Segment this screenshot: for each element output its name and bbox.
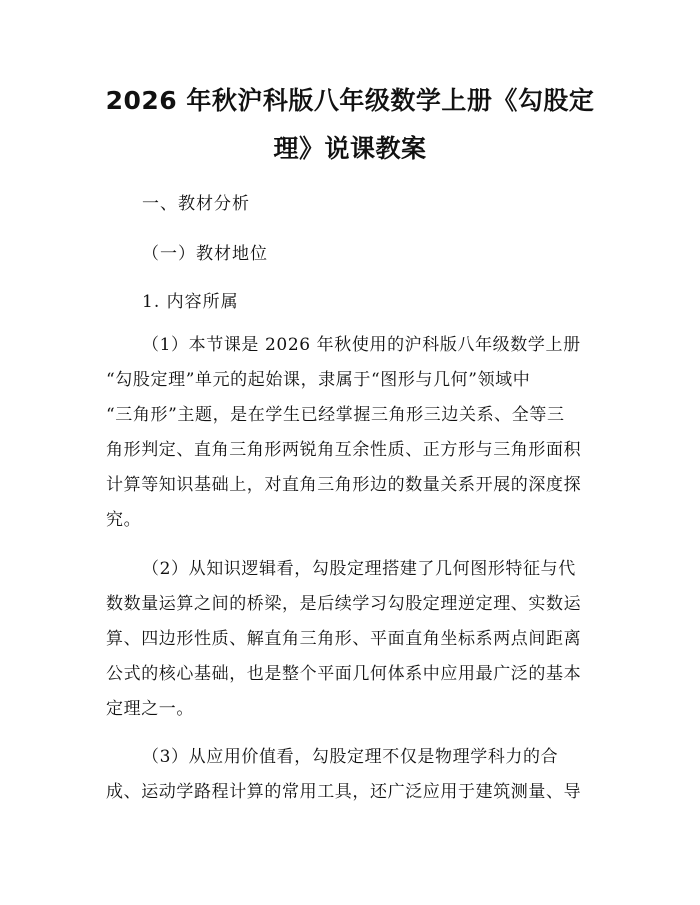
paragraph-2-line: 公式的核心基础，也是整个平面几何体系中应用最广泛的基本 (106, 664, 582, 684)
paragraph-1-line: “三角形”主题，是在学生已经掌握三角形三边关系、全等三 (106, 405, 565, 425)
paragraph-1-line: 究。 (106, 510, 142, 530)
paragraph-1-line: 角形判定、直角三角形两锐角互余性质、正方形与三角形面积 (106, 440, 582, 460)
paragraph-2-line: 数数量运算之间的桥梁，是后续学习勾股定理逆定理、实数运 (106, 594, 582, 614)
paragraph-2-line: （2）从知识逻辑看，勾股定理搭建了几何图形特征与代 (142, 559, 576, 579)
document-title-line-2: 理》说课教案 (273, 134, 427, 163)
paragraph-3-line: 成、运动学路程计算的常用工具，还广泛应用于建筑测量、导 (106, 782, 582, 802)
paragraph-1-line: （1）本节课是 2026 年秋使用的沪科版八年级数学上册 (142, 335, 581, 355)
section-heading: 一、教材分析 (142, 194, 250, 214)
paragraph-2-line: 算、四边形性质、解直角三角形、平面直角坐标系两点间距离 (106, 629, 582, 649)
document-title-line-1: 2026 年秋沪科版八年级数学上册《勾股定 (105, 86, 595, 115)
paragraph-1-line: “勾股定理”单元的起始课，隶属于“图形与几何”领域中 (106, 370, 531, 390)
paragraph-2-line: 定理之一。 (106, 699, 194, 719)
item-heading: 1. 内容所属 (142, 292, 239, 312)
subsection-heading: （一）教材地位 (142, 244, 268, 264)
paragraph-1-line: 计算等知识基础上，对直角三角形边的数量关系开展的深度探 (106, 475, 582, 495)
paragraph-3-line: （3）从应用价值看，勾股定理不仅是物理学科力的合 (142, 747, 559, 767)
